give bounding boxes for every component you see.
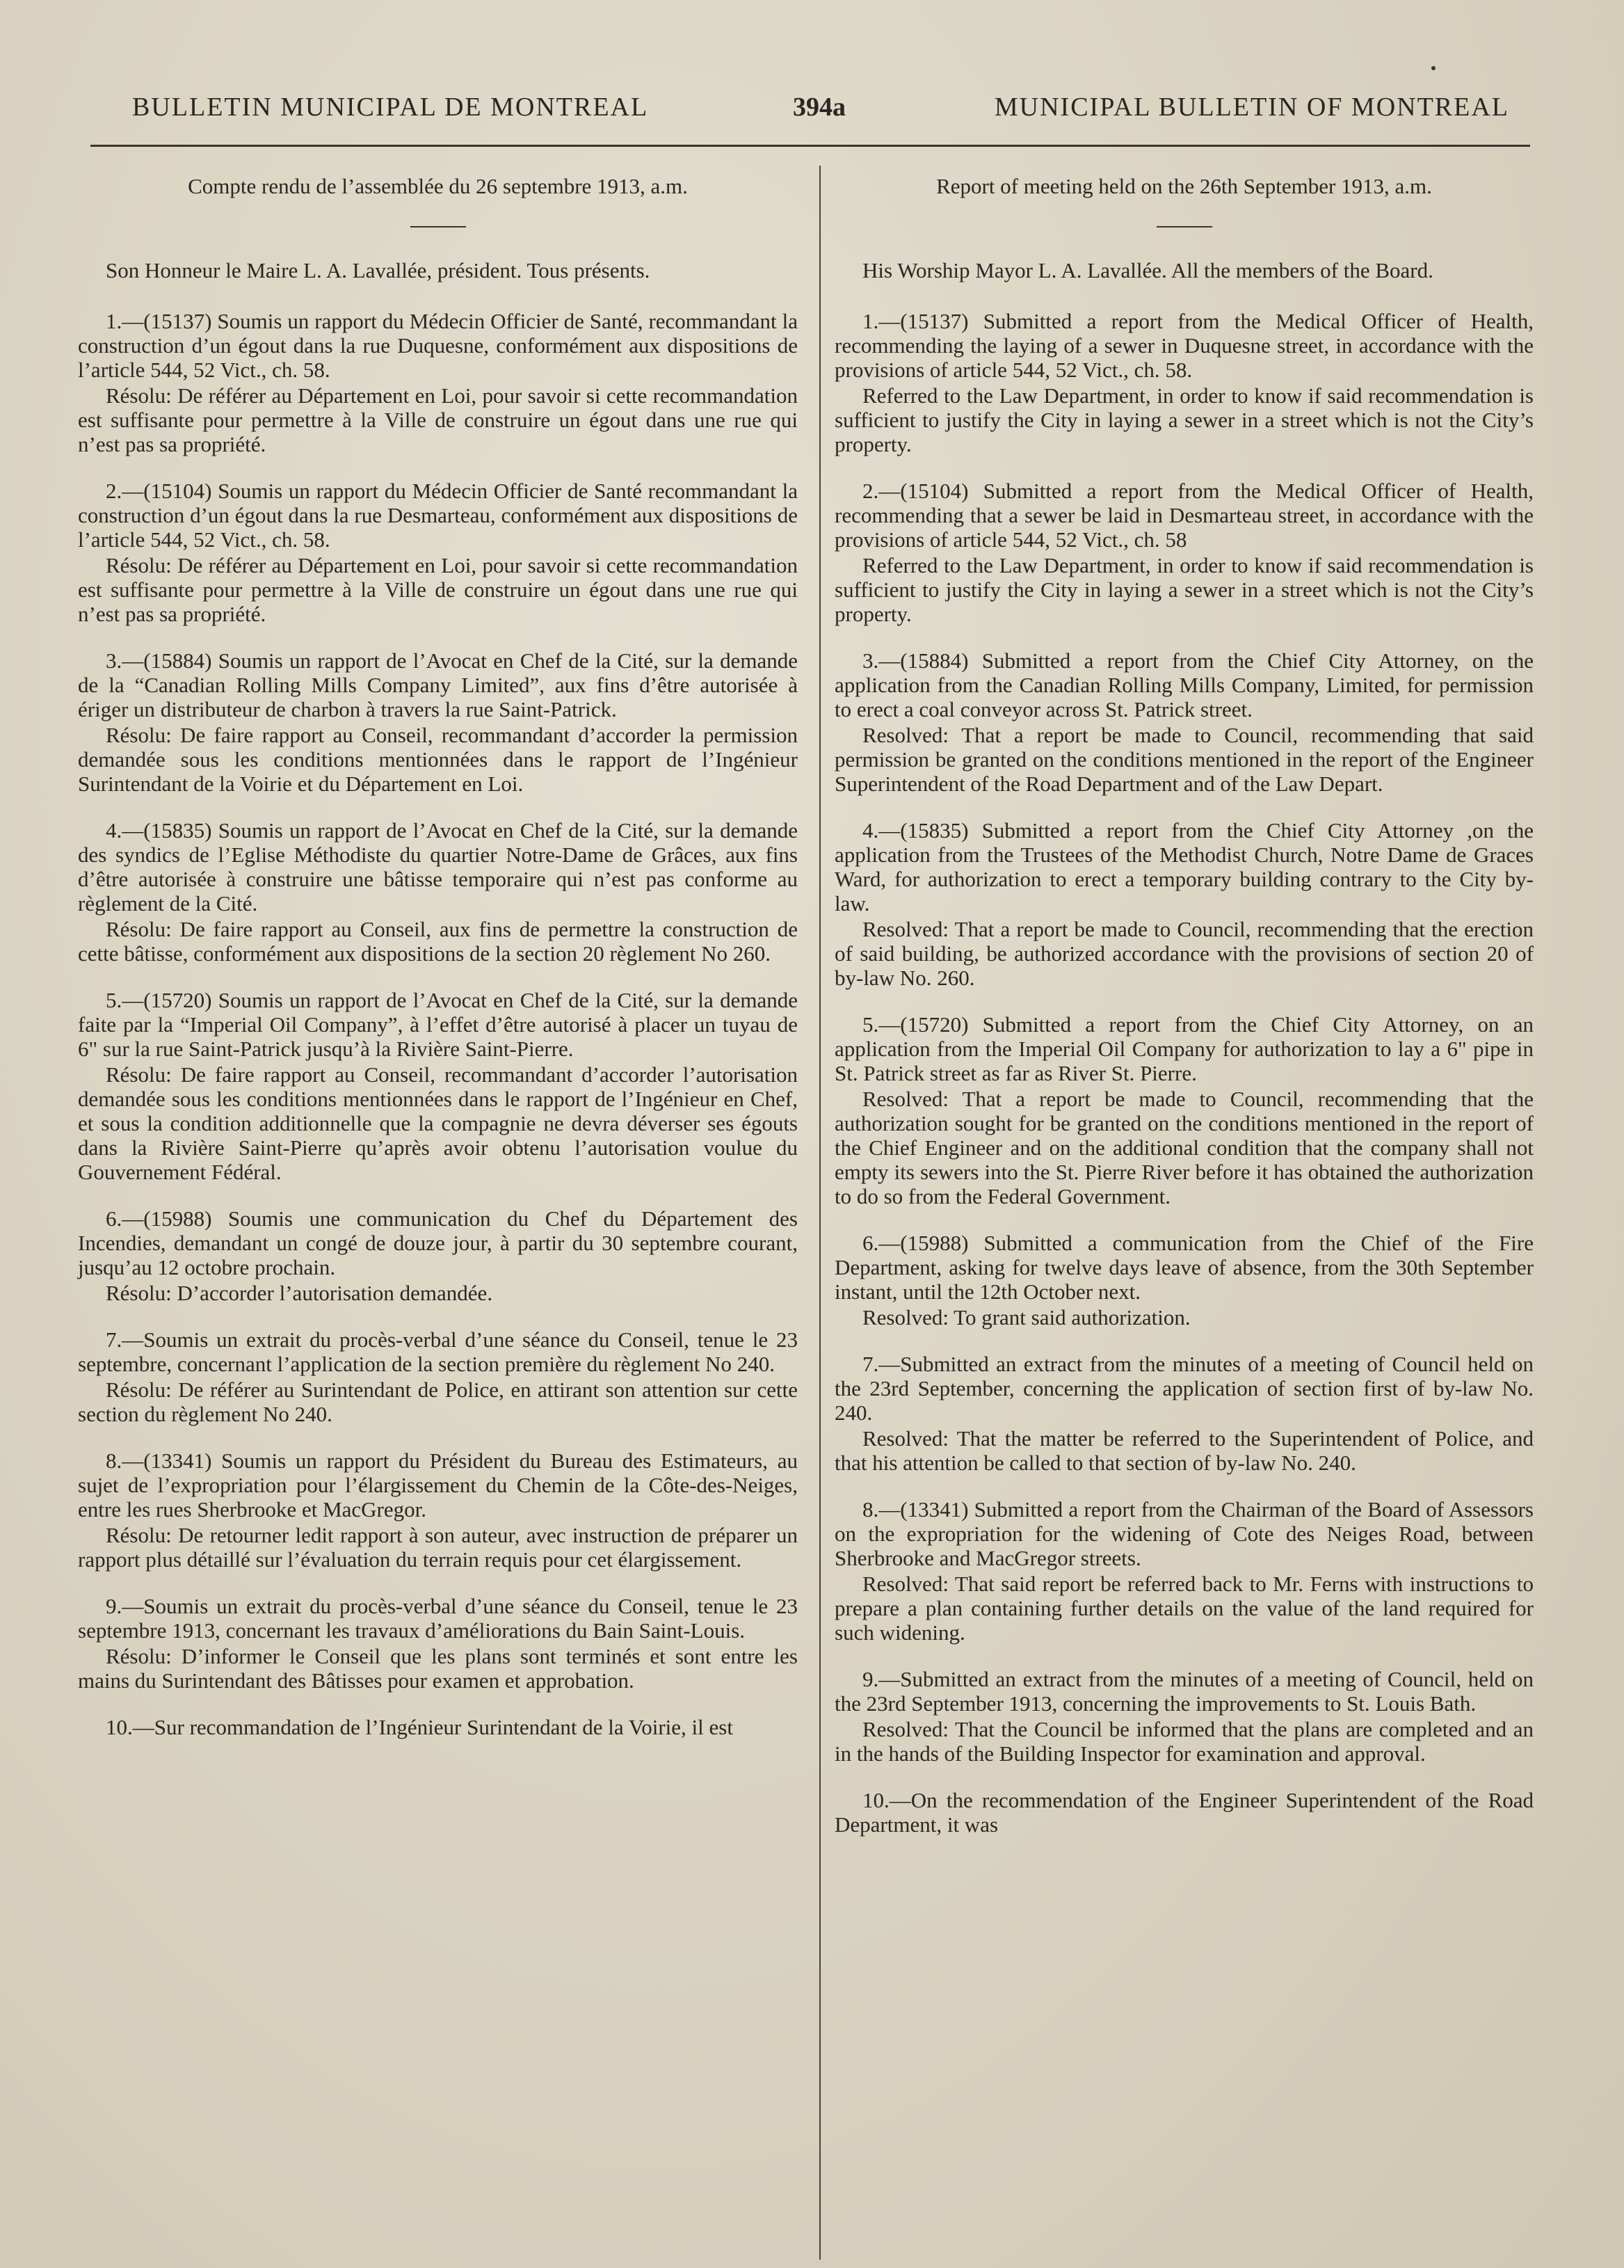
french-item-text: 9.—Soumis un extrait du procès-verbal d’une séance du Conseil, tenue le 23 septembre 1913, concernant les travaux d’améliorations du Bain Saint-Louis. xyxy=(78,1594,798,1643)
french-item-text: 8.—(13341) Soumis un rapport du Président du Bureau des Estimateurs, au sujet de l’expropriation pour l’élargissement du Chemin de la Côte-des-Neiges, entre les rues Sherbrooke et MacGregor. xyxy=(78,1448,798,1522)
french-item-resolution: Résolu: D’informer le Conseil que les plans sont terminés et sont entre les mains du Surintendant des Bâtisses pour examen et approbation. xyxy=(78,1644,798,1693)
page-header xyxy=(132,92,1509,134)
french-item-text: 6.—(15988) Soumis une communication du Chef du Département des Incendies, demandant un congé de douze jour, à partir du 30 septembre courant, jusqu’au 12 octobre prochain. xyxy=(78,1206,798,1279)
column-divider xyxy=(819,166,821,2260)
english-item-text: 1.—(15137) Submitted a report from the Medical Officer of Health, recommending the laying of a sewer in Duquesne street, in accordance with the provisions of article 544, 52 Vict., ch. 58. xyxy=(835,309,1534,382)
french-item-resolution: Résolu: De retourner ledit rapport à son auteur, avec instruction de préparer un rapport plus détaillé sur l’évaluation du terrain requis pour cet élargissement. xyxy=(78,1523,798,1572)
page-number: 394a xyxy=(793,93,846,122)
french-item-resolution: Résolu: De référer au Département en Loi, pour savoir si cette recommandation est suffisante pour permettre à la Ville de construire un égout dans une rue qui n’est pas sa propriété. xyxy=(78,553,798,626)
header-title-french: BULLETIN MUNICIPAL DE MONTREAL xyxy=(132,93,649,122)
title-rule xyxy=(410,226,466,227)
english-item-text: 7.—Submitted an extract from the minutes of a meeting of Council held on the 23rd September, concerning the application of section first of by-law No. 240. xyxy=(835,1352,1534,1425)
title-rule xyxy=(1157,226,1212,227)
english-item-text: 6.—(15988) Submitted a communication from the Chief of the Fire Department, asking for twelve days leave of absence, from the 30th September instant, until the 12th October next. xyxy=(835,1231,1534,1304)
english-attendance: His Worship Mayor L. A. Lavallée. All the members of the Board. xyxy=(862,258,1433,282)
french-item-resolution: Résolu: De faire rapport au Conseil, aux fins de permettre la construction de cette bâtisse, conformément aux dispositions de la section 20 règlement No 260. xyxy=(78,917,798,966)
english-item-text: 2.—(15104) Submitted a report from the Medical Officer of Health, recommending that a sewer be laid in Desmarteau street, in accordance with the provisions of article 544, 52 Vict., ch. 58 xyxy=(835,479,1534,552)
french-item-resolution: Résolu: De faire rapport au Conseil, recommandant d’accorder la permission demandée sous les conditions mentionnées dans le rapport de l’Ingénieur Surintendant de la Voirie et du Département en Loi. xyxy=(78,723,798,796)
english-report-title: Report of meeting held on the 26th September 1913, a.m. xyxy=(936,174,1432,198)
header-title-english: MUNICIPAL BULLETIN OF MONTREAL xyxy=(994,93,1509,122)
english-item-text: 4.—(15835) Submitted a report from the Chief City Attorney ,on the application from the Trustees of the Methodist Church, Notre Dame de Graces Ward, for authorization to erect a temporary building contrary to the City by-law. xyxy=(835,818,1534,916)
english-item-resolution: Resolved: That a report be made to Council, recommending that said permission be granted on the conditions mentioned in the report of the Engineer Superintendent of the Road Department and of the Law Depart. xyxy=(835,723,1534,796)
french-item-text: 4.—(15835) Soumis un rapport de l’Avocat en Chef de la Cité, sur la demande des syndics de l’Eglise Méthodiste du quartier Notre-Dame de Grâces, aux fins d’être autorisée à construire une bâtisse temporaire qui n’est pas conforme au règlement de la Cité. xyxy=(78,818,798,916)
french-report-title: Compte rendu de l’assemblée du 26 septembre 1913, a.m. xyxy=(188,174,688,198)
french-item-resolution: Résolu: De référer au Département en Loi, pour savoir si cette recommandation est suffisante pour permettre à la Ville de construire un égout dans une rue qui n’est pas sa propriété. xyxy=(78,383,798,456)
english-item-resolution: Resolved: That a report be made to Council, recommending that the erection of said building, be authorized accordance with the provisions of section 20 of by-law No. 260. xyxy=(835,917,1534,990)
french-item-resolution: Résolu: D’accorder l’autorisation demandée. xyxy=(106,1281,493,1305)
french-item-text: 7.—Soumis un extrait du procès-verbal d’une séance du Conseil, tenue le 23 septembre, concernant l’application de la section première du règlement No 240. xyxy=(78,1327,798,1376)
english-column xyxy=(835,174,1534,1837)
english-item-resolution: Resolved: That the matter be referred to the Superintendent of Police, and that his attention be called to that section of by-law No. 240. xyxy=(835,1426,1534,1475)
english-item-resolution: Resolved: To grant said authorization. xyxy=(862,1305,1191,1329)
header-rule xyxy=(90,145,1530,147)
english-item-text: 10.—On the recommendation of the Engineer Superintendent of the Road Department, it was xyxy=(835,1788,1534,1837)
english-item-resolution: Referred to the Law Department, in order to know if said recommendation is sufficient to justify the City in laying a sewer in a street which is not the City’s property. xyxy=(835,553,1534,626)
french-item-resolution: Résolu: De faire rapport au Conseil, recommandant d’accorder l’autorisation demandée sous les conditions mentionnées dans le rapport de l’Ingénieur en Chef, et sous la condition additionnelle que la compagnie ne devra déverser ses égouts dans la Rivière Saint-Pierre qu’après avoir obtenu l’autorisation voulue du Gouvernement Fédéral. xyxy=(78,1062,798,1184)
french-item-text: 3.—(15884) Soumis un rapport de l’Avocat en Chef de la Cité, sur la demande de la “Canadian Rolling Mills Company Limited”, aux fins d’être autorisée à ériger un distributeur de charbon à travers la rue Saint-Patrick. xyxy=(78,648,798,721)
ink-speck xyxy=(1431,66,1436,70)
english-item-text: 8.—(13341) Submitted a report from the Chairman of the Board of Assessors on the expropriation for the widening of Cote des Neiges Road, between Sherbrooke and MacGregor streets. xyxy=(835,1497,1534,1570)
french-item-resolution: Résolu: De référer au Surintendant de Police, en attirant son attention sur cette section du règlement No 240. xyxy=(78,1377,798,1426)
english-item-text: 3.—(15884) Submitted a report from the Chief City Attorney, on the application from the Canadian Rolling Mills Company, Limited, for permission to erect a coal conveyor across St. Patrick street. xyxy=(835,648,1534,721)
french-item-text: 5.—(15720) Soumis un rapport de l’Avocat en Chef de la Cité, sur la demande faite par la “Imperial Oil Company”, à l’effet d’être autorisé à placer un tuyau de 6" sur la rue Saint-Patrick jusqu’à la Rivière Saint-Pierre. xyxy=(78,988,798,1061)
french-item-text: 10.—Sur recommandation de l’Ingénieur Surintendant de la Voirie, il est xyxy=(106,1715,733,1739)
english-item-resolution: Resolved: That a report be made to Council, recommending that the authorization sought for be granted on the conditions mentioned in the report of the Chief Engineer and on the additional condition that the company shall not empty its sewers into the St. Pierre River before it has obtained the authorization to do so from the Federal Government. xyxy=(835,1087,1534,1208)
french-item-text: 1.—(15137) Soumis un rapport du Médecin Officier de Santé, recommandant la construction d’un égout dans la rue Duquesne, conformément aux dispositions de l’article 544, 52 Vict., ch. 58. xyxy=(78,309,798,382)
french-item-text: 2.—(15104) Soumis un rapport du Médecin Officier de Santé recommandant la construction d’un égout dans la rue Desmarteau, conformément aux dispositions de l’article 544, 52 Vict., ch. 58. xyxy=(78,479,798,552)
french-column xyxy=(78,174,798,1739)
english-item-text: 9.—Submitted an extract from the minutes of a meeting of Council, held on the 23rd September 1913, concerning the improvements to St. Louis Bath. xyxy=(835,1667,1534,1716)
english-item-resolution: Resolved: That the Council be informed that the plans are completed and an in the hands of the Building Inspector for examination and approval. xyxy=(835,1717,1534,1766)
english-item-text: 5.—(15720) Submitted a report from the Chief City Attorney, on an application from the Imperial Oil Company for authorization to lay a 6" pipe in St. Patrick street as far as River St. Pierre. xyxy=(835,1012,1534,1085)
english-item-resolution: Referred to the Law Department, in order to know if said recommendation is sufficient to justify the City in laying a sewer in a street which is not the City’s property. xyxy=(835,383,1534,456)
french-attendance: Son Honneur le Maire L. A. Lavallée, président. Tous présents. xyxy=(106,258,650,282)
english-item-resolution: Resolved: That said report be referred back to Mr. Ferns with instructions to prepare a plan containing further details on the value of the land required for such widening. xyxy=(835,1572,1534,1645)
